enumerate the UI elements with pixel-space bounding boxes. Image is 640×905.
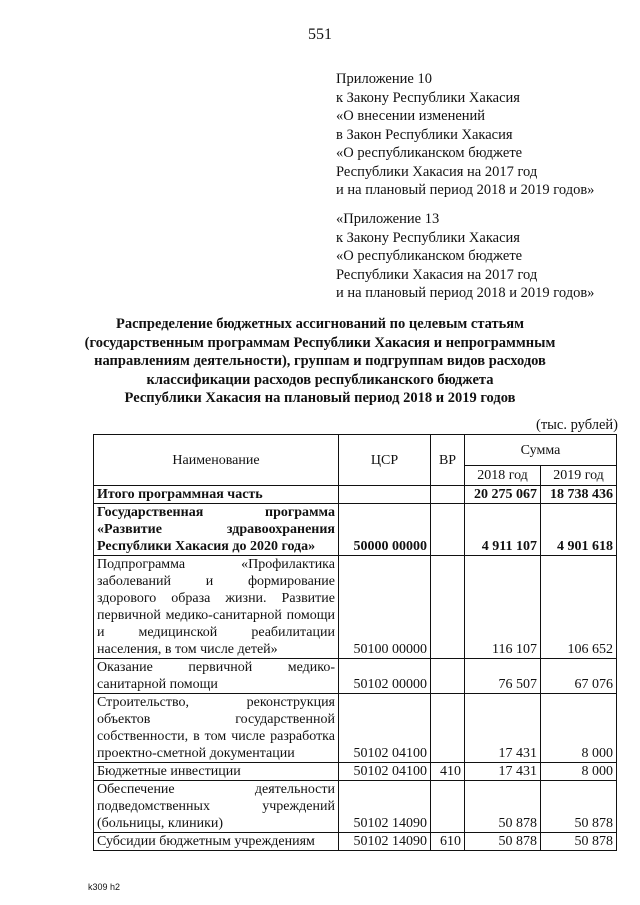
- row-2019-cell: 8 000: [541, 694, 617, 763]
- row-name-cell: Оказание первичной медико-санитарной помощи: [94, 659, 339, 694]
- annex-line: «О республиканском бюджете: [336, 145, 523, 161]
- row-csr-cell: 50100 00000: [339, 556, 431, 659]
- row-2018-cell: 76 507: [465, 659, 541, 694]
- header-2018: 2018 год: [465, 466, 541, 486]
- table-row: [94, 504, 617, 556]
- row-2019-cell: 67 076: [541, 659, 617, 694]
- row-2018-cell: 50 878: [465, 833, 541, 851]
- table-row: [94, 659, 617, 694]
- header-sum: Сумма: [465, 435, 617, 466]
- header-csr: ЦСР: [339, 435, 431, 486]
- row-csr-cell: 50000 00000: [339, 504, 431, 556]
- annex-amend-block: [336, 70, 594, 200]
- annex-line: Приложение 10: [336, 71, 432, 87]
- budget-table: [93, 434, 617, 851]
- table-row: [94, 763, 617, 781]
- annex-line: и на плановый период 2018 и 2019 годов»: [336, 285, 595, 301]
- row-vr-cell: 410: [431, 763, 465, 781]
- row-vr-cell: 610: [431, 833, 465, 851]
- title-line: классификации расходов республиканского бюджета: [146, 371, 494, 388]
- row-name-cell: Обеспечение деятельности подведомственных учреждений (больницы, клиники): [94, 781, 339, 833]
- table-row: [94, 556, 617, 659]
- page-number: 551: [308, 26, 332, 43]
- document-title: [60, 315, 580, 408]
- row-name-cell: Бюджетные инвестиции: [94, 763, 339, 781]
- row-csr-cell: 50102 00000: [339, 659, 431, 694]
- row-vr-cell: [431, 659, 465, 694]
- row-2018-cell: 17 431: [465, 694, 541, 763]
- row-vr-cell: [431, 694, 465, 763]
- row-vr-cell: [431, 556, 465, 659]
- table-row: [94, 486, 617, 504]
- row-2019-cell: 50 878: [541, 781, 617, 833]
- row-vr-cell: [431, 504, 465, 556]
- annex-line: «Приложение 13: [336, 211, 440, 227]
- annex-line: Республики Хакасия на 2017 год: [336, 266, 538, 283]
- row-vr-cell: [431, 486, 465, 504]
- row-2019-cell: 4 901 618: [541, 504, 617, 556]
- row-2018-cell: 50 878: [465, 781, 541, 833]
- row-vr-cell: [431, 781, 465, 833]
- title-line: направлениям деятельности), группам и подгруппам видов расходов: [94, 353, 546, 369]
- row-2019-cell: 18 738 436: [541, 486, 617, 504]
- annex-orig-block: [336, 210, 594, 303]
- table-row: [94, 781, 617, 833]
- row-2019-cell: 50 878: [541, 833, 617, 851]
- table-row: [94, 833, 617, 851]
- annex-line: и на плановый период 2018 и 2019 годов»: [336, 182, 595, 198]
- row-2018-cell: 4 911 107: [465, 504, 541, 556]
- annex-line: Республики Хакасия на 2017 год: [336, 163, 538, 180]
- row-2018-cell: 20 275 067: [465, 486, 541, 504]
- row-csr-cell: 50102 14090: [339, 833, 431, 851]
- row-csr-cell: 50102 14090: [339, 781, 431, 833]
- row-2019-cell: 106 652: [541, 556, 617, 659]
- row-name-cell: Подпрограмма «Профилактика заболеваний и формирование здорового образа жизни. Развитие первичной медико-санитарной помощи и медицинской реабилитации населения, в том числе детей»: [94, 556, 339, 659]
- annex-line: к Закону Республики Хакасия: [336, 89, 520, 106]
- footer-code: k309 h2: [88, 882, 121, 892]
- table-row: [94, 694, 617, 763]
- title-line: Республики Хакасия на плановый период 2018 и 2019 годов: [124, 390, 516, 406]
- row-2018-cell: 116 107: [465, 556, 541, 659]
- row-name-cell: Субсидии бюджетным учреждениям: [94, 833, 339, 851]
- row-csr-cell: [339, 486, 431, 504]
- title-line: Распределение бюджетных ассигнований по целевым статьям: [115, 316, 525, 332]
- row-2018-cell: 17 431: [465, 763, 541, 781]
- header-2019: 2019 год: [541, 466, 617, 486]
- row-csr-cell: 50102 04100: [339, 763, 431, 781]
- row-name-cell: Строительство, реконструкция объектов государственной собственности, в том числе разработка проектно-сметной документации: [94, 694, 339, 763]
- unit-label: (тыс. рублей): [536, 417, 618, 433]
- title-line: (государственным программам Республики Хакасия и непрограммным: [84, 334, 556, 351]
- annex-line: к Закону Республики Хакасия: [336, 229, 520, 246]
- annex-line: в Закон Республики Хакасия: [336, 126, 513, 143]
- row-2019-cell: 8 000: [541, 763, 617, 781]
- row-csr-cell: 50102 04100: [339, 694, 431, 763]
- annex-line: «О внесении изменений: [336, 108, 486, 124]
- row-name-cell: Государственная программа «Развитие здравоохранения Республики Хакасия до 2020 года»: [94, 504, 339, 556]
- header-name: Наименование: [94, 435, 339, 486]
- row-name-cell: Итого программная часть: [94, 486, 339, 504]
- header-vr: ВР: [431, 435, 465, 486]
- annex-line: «О республиканском бюджете: [336, 248, 523, 264]
